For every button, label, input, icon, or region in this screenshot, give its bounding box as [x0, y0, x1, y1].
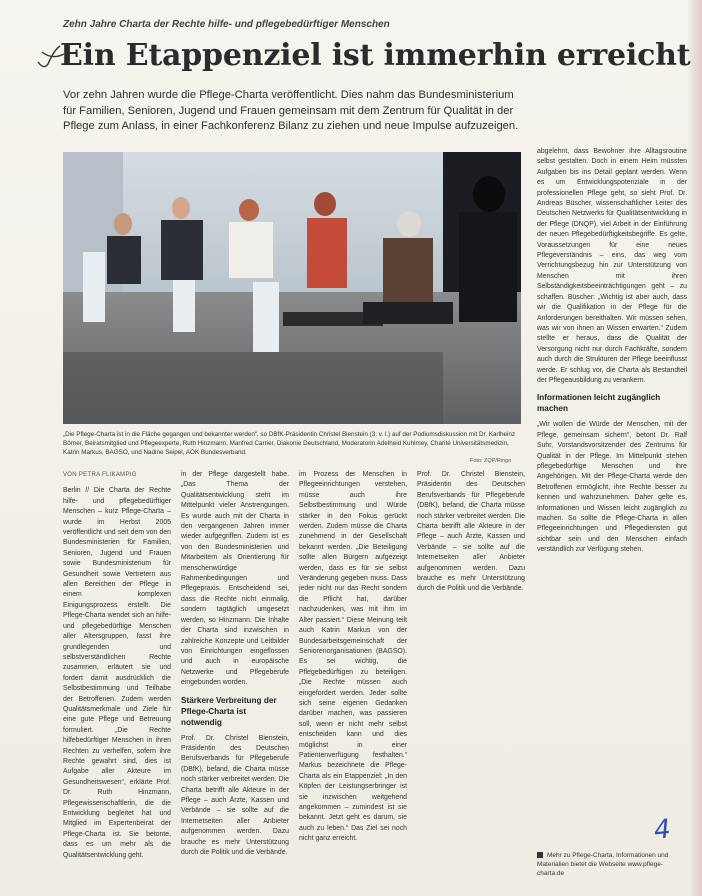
- article-column-1: [63, 470, 171, 890]
- panel-discussion-photo: [63, 152, 521, 424]
- column-4-subhead: Informationen leicht zugänglich machen: [537, 393, 661, 414]
- column-3-text: im Prozess der Menschen in Pflegeeinrichtungen verstehen, müsse auch ihre Selbstbestimmung und Würde stärker in den Fokus gerückt werden. Zudem müsse die Charta zunehmend in der Gesellschaft bekannt werden. „Die Beteiligung sollte allen Bürgern aufgezeigt werden, dass es für sie selbst Veränderung gegeben muss. Dass jeder nicht nur das Recht sondern die Pflicht hat, darüber nachzudenken, was mit ihm im Alter passiert.“ Diese Meinung teilt auch Katrin Markus von der Bundesarbeitsgemeinschaft der Seniorenorganisationen (BAGSO). Es sei wichtig, die Pflegebedürftigen zu beteiligen. „Die Rechte müssen auch eingefordert werden. Jeder sollte sich seine eigenen Gedanken darüber machen, was passieren soll, wenn er nicht mehr selbst entscheiden kann und dies möglichst in einer Patientenverfügung festhalten.“ Markus bezeichnete die Pflege-Charta als ein Etappenziel: „In den Köpfen der Leistungserbringer ist sie inzwischen weitgehend angekommen – zumindest ist sie bekannt. Jetzt geht es darum, sie auch zu leben.“ Das Ziel sei noch nicht ganz erreicht.: [299, 471, 407, 843]
- handwritten-page-mark: 4: [652, 814, 673, 846]
- photo-credit: Foto: ZQP/Ringo: [470, 458, 512, 464]
- info-footer: [537, 851, 687, 878]
- photo-caption: „Die Pflege-Charta ist in die Fläche gegangen und bekannter werden“, so DBfK-Präsidentin Christel Bienstein (3. v. l.) auf der Podiumsdiskussion mit Dr. Karlheinz Börner, Beiratsmitglied und Pflegeexperte, Ruth Hinzmann, Manfred Carrier, Diakonie Deutschland, Moderatorin Adelheid Kuhlmey, Charité Universitätsmedizin, Katrin Markus, BAGSO, und Nadine Seipel, AOK Bundesverband.: [63, 431, 516, 456]
- column-2-subhead: Stärkere Verbreitung der Pflege-Charta ist notwendig: [181, 695, 277, 727]
- info-footer-text: Mehr zu Pflege-Charta, Informationen und Materialien bietet die Webseite www.pflege-charta.de: [537, 852, 669, 877]
- article-headline: Ein Etappenziel ist immerhin erreicht: [60, 38, 691, 73]
- column-2-text-b: Prof. Dr. Christel Bienstein, Präsidentin des Deutschen Berufsverbands für Pflegeberufe (DBfK), befand, die Charta müsse noch stärker verbreitet werden. Die Charta betrifft alle Akteure in der Pflege – auch Ärzte, Kassen und Verbände – sie sollte auf die Internetseiten aller Anbieter aufgenommen werden. Dazu brauche es mehr Unterstützung durch die Politik und die Verbände.: [181, 734, 289, 856]
- article-byline: VON PETRA FLIKAMPIG: [63, 472, 137, 478]
- article-column-2: [181, 470, 289, 890]
- column-2-text-a: in der Pflege dargestellt habe. „Das Thema der Qualitätsentwicklung steht im Mittelpunkt vieler Anstrengungen. Es wurde auch mit der Charta in den vergangenen Jahren immer wieder aufgegriffen. Zudem ist es von den Bundesministerien und Mitarbeitern als Orientierung für menschenwürdige Rahmenbedingungen und Pflegepraxis. Entscheidend sei, dass die Rechte nicht einmalig, sondern tagtäglich umgesetzt werden, so Hinzmann. Die Inhalte der Charta sind inzwischen in zahlreiche Konzepte und Leitbilder von Einrichtungen eingeflossen und auch in europäische Netzwerke und Pflegeberufe eingebunden worden.: [181, 471, 289, 687]
- bullet-square-icon: [537, 852, 543, 858]
- column-1-text: Berlin // Die Charta der Rechte hilfe- und pflegebedürftiger Menschen – kurz Pflege-Charta – wurde im Herbst 2005 veröffentlicht und seit dem von den Bundesministerien für Familien, Senioren, Jugend und Frauen sowie Bundesministerium für Gesundheit sowie Vertretern aus allen Bereichen der Pflege in einem komplexen Einigungsprozess erstellt. Die Pflege-Charta wendet sich an hilfe- und pflegebedürftige Menschen aller Altersgruppen, fasst ihre grundlegenden und selbstverständlichen Rechte zusammen, erläutert sie und fordert damit ausdrücklich die Selbstbestimmung und Teilhabe der Betroffenen. Zudem werden Qualitätsmerkmale und Ziele für eine gute Pflege und Betreuung formuliert. „Die Rechte hilfebedürftiger Menschen in ihren Rechten zu verhelfen, sofern ihre Rechte gewahrt sind, dies ist Aufgabe aller Akteure im Gesundheitswesen“, erklärte Prof. Dr. Ruth Hinzmann, Pflegewissenschaftlerin, die die Entwicklung begleitet hat und Mitglied im Expertenbeirat der Pflege-Charta ist. Sie betonte, dass es um mehr als die Qualitätsentwicklung geht.: [63, 487, 171, 859]
- article-column-3: [299, 470, 407, 890]
- article-lead: Vor zehn Jahren wurde die Pflege-Charta veröffentlicht. Dies nahm das Bundesministerium für Familien, Senioren, Jugend und Frauen gemeinsam mit dem Zentrum für Qualität in der Pflege zum Anlass, in einer Fachkonferenz Bilanz zu ziehen und neue Impulse aufzuzeigen.: [63, 89, 519, 132]
- column-4-text-b: „Wir wollen die Würde der Menschen, mit der Pflege, gemeinsam sichern“, betont Dr. Ralf Suhr, Vorstandsvorsitzender des Zentrums für Qualität in der Pflege. Im Mittelpunkt stehen pflegebedürftige Menschen und ihre Angehörigen. Mit der Pflege-Charta werde den Betroffenen ermöglicht, ihre Rechte besser zu kennen und wahrzunehmen. Daher gelte es, Informationen und Wissen leicht zugänglich zu machen. So sollte die Pflege-Charta in allen Pflegeeinrichtungen und Pflegediensten gut sichtbar sein und den Menschen einfach verständlich zur Verfügung stehen.: [537, 421, 687, 554]
- article-column-4: [537, 147, 687, 890]
- article-kicker: Zehn Jahre Charta der Rechte hilfe- und pflegebedürftiger Menschen: [63, 19, 390, 30]
- photo-illustration: [63, 152, 521, 424]
- column-4-text-a: abgelehnt, dass Bewohner ihre Alltagsroutine selbst gestalten. Doch in einem Heim müssten Aufgaben bis ins Detail geplant werden. Wenn es um Entwicklungspotenziale in der professionellen Pflege geht, so sieht Prof. Dr. Andreas Büscher, wissenschaftlicher Leiter des Deutschen Netzwerks für Qualitätsentwicklung in der Pflege (DNQP), viel Arbeit in der Einführung der neuen Pflegebedürftigkeitsbegriffe. Es gelte, Voraussetzungen für eine neues Pflegeverständnis – eins, das weg vom Verrichtungsbezug hin zur Unterstützung von Menschen mit ihren Selbständigkeitsbeeinträchtigungen geht – zu schaffen. Büscher: „Wichtig ist aber auch, dass wir die Qualifikation in der Pflege für die Anforderungen bereithalten. Wir müssen sehen, was wir von ihnen an Wissen erwarten.“ Zudem stellte er heraus, dass die Qualität der Versorgung nicht nur durch Fachkräfte, sondern auch durch die Strukturen der Pflege beeinflusst werde. Er schlug vor, die Charta als Bestandteil der Pflegeausbildung zu verankern.: [537, 148, 687, 384]
- column-3b-text: Prof. Dr. Christel Bienstein, Präsidentin des Deutschen Berufsverbands für Pflegeberufe (DBfK), befand, die Charta müsse noch stärker verbreitet werden. Die Charta betrifft alle Akteure in der Pflege – auch Ärzte, Kassen und Verbände – sie sollte auf die Internetseiten aller Anbieter aufgenommen werden. Dazu brauche es mehr Unterstützung durch die Politik und die Verbände.: [417, 471, 525, 593]
- article-column-3b: [417, 470, 525, 890]
- page-edge-shadow: [688, 0, 702, 896]
